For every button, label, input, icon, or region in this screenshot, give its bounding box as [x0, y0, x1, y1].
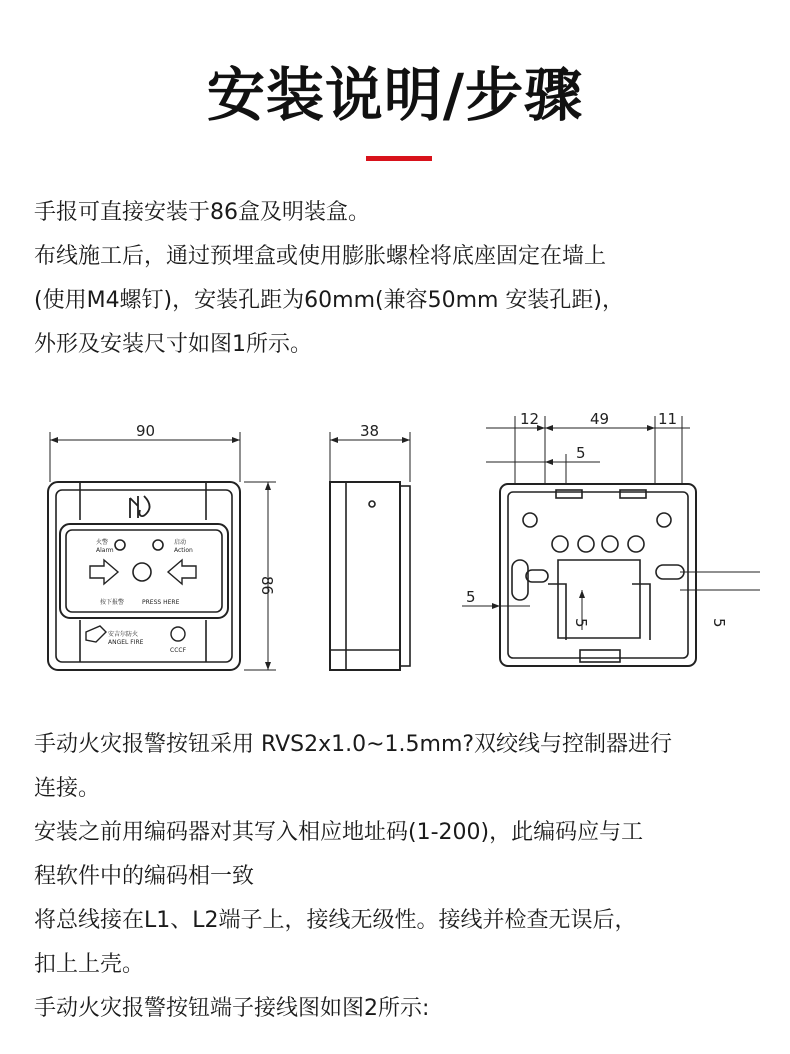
fire-label-en: Alarm — [96, 547, 114, 554]
back-dim-small-left-label: 5 — [466, 588, 476, 606]
side-view — [330, 432, 410, 670]
press-label: 按下报警 — [100, 599, 125, 606]
body-line: 程软件中的编码相一致 — [34, 864, 255, 889]
intro-line: 布线施工后，通过预埋盒或使用膨胀螺栓将底座固定在墙上 — [34, 244, 607, 269]
body-line: 安装之前用编码器对其写入相应地址码(1-200)，此编码应与工 — [34, 820, 644, 845]
back-dim-right-label: 11 — [658, 410, 678, 428]
intro-paragraph — [34, 191, 774, 367]
front-width-label: 90 — [136, 422, 156, 440]
intro-line: (使用M4螺钉)，安装孔距为60mm(兼容50mm 安装孔距)， — [34, 288, 625, 313]
press-label-en: PRESS HERE — [142, 599, 180, 606]
brand-label: 安吉尔防火 — [108, 631, 139, 638]
body-line: 将总线接在L1、L2端子上，接线无级性。接线并检查无误后， — [34, 908, 637, 933]
back-dim-small-a-label: 5 — [572, 618, 590, 628]
body-line: 手动火灾报警按钮端子接线图如图2所示: — [34, 996, 430, 1021]
intro-line: 手报可直接安装于86盒及明装盒。 — [34, 200, 370, 225]
front-view — [48, 432, 276, 670]
brand-label-en: ANGEL FIRE — [108, 639, 144, 646]
page-title: 安装说明/步骤 — [206, 61, 584, 129]
back-view — [462, 416, 760, 666]
back-dim-left-label: 12 — [520, 410, 540, 428]
back-dim-small-b-label: 5 — [710, 618, 728, 628]
body-line: 手动火灾报警按钮采用 RVS2x1.0~1.5mm?双绞线与控制器进行 — [34, 732, 673, 757]
title-accent-bar — [366, 156, 432, 161]
body-line: 连接。 — [34, 776, 101, 801]
front-height-label: 86 — [258, 576, 276, 596]
dimension-drawing — [0, 400, 790, 700]
back-dim-small-top-label: 5 — [576, 444, 586, 462]
intro-line: 外形及安装尺寸如图1所示。 — [34, 332, 312, 357]
installation-dimension-figure — [0, 400, 790, 700]
body-line: 扣上上壳。 — [34, 952, 145, 977]
start-label: 启动 — [174, 539, 187, 546]
fire-label: 火警 — [96, 539, 109, 546]
side-depth-label: 38 — [360, 422, 380, 440]
back-dim-mid-label: 49 — [590, 410, 610, 428]
cert-label: CCCF — [170, 647, 187, 654]
start-label-en: Action — [174, 547, 193, 554]
wiring-paragraph — [34, 723, 774, 1031]
